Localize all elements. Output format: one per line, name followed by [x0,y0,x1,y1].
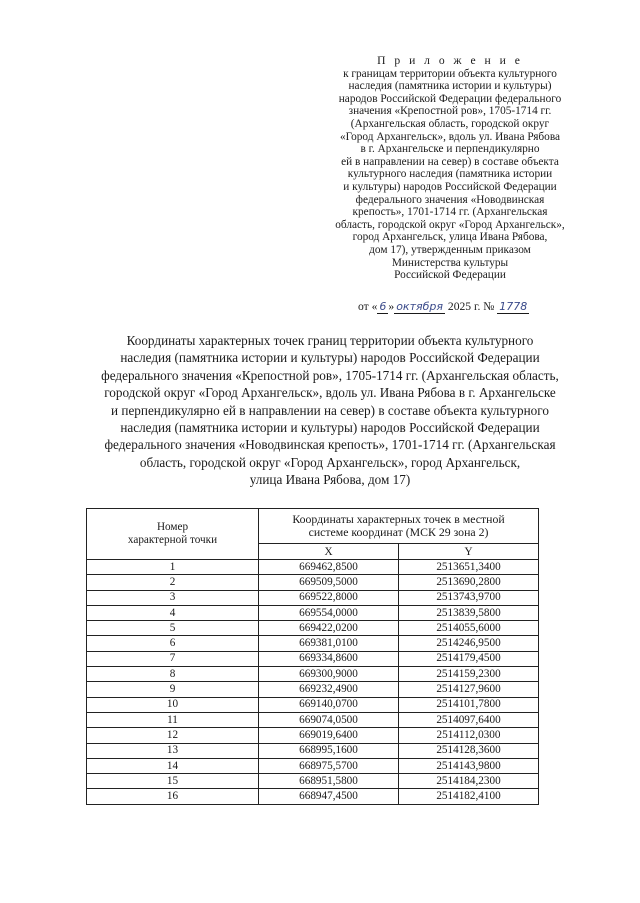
x-coordinate-cell: 668951,5800 [259,774,399,789]
order-reference [358,300,529,314]
heading-line: наследия (памятника истории и культуры) народов Российской Федерации [120,420,540,436]
point-number-cell: 4 [87,605,259,620]
table-row [87,712,539,727]
appendix-line: и культуры) народов Российской Федерации [343,180,557,193]
appendix-line: народов Российской Федерации федерального [338,92,562,105]
table-row [87,590,539,605]
x-coordinate-cell: 669381,0100 [259,636,399,651]
appendix-line: ей в направлении на север) в составе объекта [341,155,559,168]
order-prefix: от « [358,300,378,313]
point-number-cell: 9 [87,682,259,697]
y-coordinate-cell: 2514184,2300 [399,774,539,789]
table-row [87,682,539,697]
y-coordinate-cell: 2513651,3400 [399,560,539,575]
y-coordinate-cell: 2514055,6000 [399,621,539,636]
header-point-line1: Номер [156,521,189,533]
point-number-cell: 13 [87,743,259,758]
heading-line: улица Ивана Рябова, дом 17) [249,472,411,488]
point-number-cell: 14 [87,758,259,773]
point-number-cell: 3 [87,590,259,605]
x-coordinate-cell: 668975,5700 [259,758,399,773]
y-coordinate-cell: 2513839,5800 [399,605,539,620]
appendix-line: в г. Архангельске и перпендикулярно [360,143,540,156]
appendix-line: крепость», 1701-1714 гг. (Архангельская [352,206,548,219]
table-row [87,743,539,758]
x-coordinate-cell: 669462,8500 [259,560,399,575]
table-row [87,758,539,773]
table-row [87,605,539,620]
order-mid: » [388,300,395,313]
appendix-line: (Архангельская область, городской округ [350,117,550,130]
table-row [87,651,539,666]
appendix-line: наследия (памятника истории и культуры) [348,80,552,93]
header-coords-line2: системе координат (МСК 29 зона 2) [308,525,489,539]
x-coordinate-cell: 669019,6400 [259,728,399,743]
table-row [87,636,539,651]
appendix-line: к границам территории объекта культурного [343,67,557,80]
appendix-line: город Архангельск, улица Ивана Рябова, [352,231,548,244]
x-coordinate-cell: 669422,0200 [259,621,399,636]
table-row [87,789,539,804]
table-row [87,575,539,590]
table-body [87,560,539,805]
order-number: 1778 [499,300,528,313]
appendix-title: П р и л о ж е н и е [377,54,523,67]
table-row [87,728,539,743]
heading-line: городской округ «Город Архангельск», вдоль ул. Ивана Рябова в г. Архангельске [104,385,556,401]
y-coordinate-cell: 2514112,0300 [399,728,539,743]
header-coordinates [259,509,539,544]
point-number-cell: 7 [87,651,259,666]
header-point-line2: характерной точки [127,534,218,546]
y-coordinate-cell: 2514101,7800 [399,697,539,712]
x-coordinate-cell: 668995,1600 [259,743,399,758]
table-row [87,667,539,682]
point-number-cell: 1 [87,560,259,575]
x-coordinate-cell: 669140,0700 [259,697,399,712]
appendix-line: дом 17), утвержденным приказом [369,243,531,256]
point-number-cell: 8 [87,667,259,682]
x-coordinate-cell: 668947,4500 [259,789,399,804]
x-coordinate-cell: 669334,8600 [259,651,399,666]
appendix-line: федерального значения «Новодвинская [355,193,545,206]
heading-line: федерального значения «Новодвинская крепость», 1701-1714 гг. (Архангельская [104,437,556,453]
coordinates-table [86,508,539,805]
y-coordinate-cell: 2514182,4100 [399,789,539,804]
appendix-block [300,55,600,282]
y-coordinate-cell: 2514246,9500 [399,636,539,651]
y-coordinate-cell: 2514127,9600 [399,682,539,697]
order-month: октября [396,300,443,313]
table-row [87,697,539,712]
x-coordinate-cell: 669554,0000 [259,605,399,620]
appendix-line: «Город Архангельск», вдоль ул. Ивана Рябова [339,130,561,143]
point-number-cell: 5 [87,621,259,636]
y-coordinate-cell: 2514097,6400 [399,712,539,727]
point-number-cell: 12 [87,728,259,743]
table-row [87,621,539,636]
x-coordinate-cell: 669074,0500 [259,712,399,727]
appendix-line: Российской Федерации [394,269,506,282]
point-number-cell: 11 [87,712,259,727]
header-y: Y [399,544,539,560]
heading-line: наследия (памятника истории и культуры) народов Российской Федерации [120,350,540,366]
table-row [87,560,539,575]
order-year: 2025 г. № [447,300,495,313]
document-heading [70,332,590,489]
appendix-line: область, городской округ «Город Архангельск», [335,218,565,231]
header-point-number [87,509,259,560]
x-coordinate-cell: 669232,4900 [259,682,399,697]
point-number-cell: 2 [87,575,259,590]
appendix-line: значения «Крепостной ров», 1705-1714 гг. [348,105,552,118]
point-number-cell: 16 [87,789,259,804]
y-coordinate-cell: 2514128,3600 [399,743,539,758]
appendix-lines [300,68,600,282]
heading-line: и перпендикулярно ей в направлении на север) в составе объекта культурного [111,402,549,418]
y-coordinate-cell: 2513743,9700 [399,590,539,605]
x-coordinate-cell: 669509,5000 [259,575,399,590]
x-coordinate-cell: 669522,8000 [259,590,399,605]
appendix-line: культурного наследия (памятника истории [347,168,553,181]
point-number-cell: 10 [87,697,259,712]
header-coords-line1: Координаты характерных точек в местной [292,512,505,526]
x-coordinate-cell: 669300,9000 [259,667,399,682]
point-number-cell: 6 [87,636,259,651]
y-coordinate-cell: 2514143,9800 [399,758,539,773]
order-day: 6 [379,300,387,313]
point-number-cell: 15 [87,774,259,789]
header-x: X [259,544,399,560]
heading-line: область, городской округ «Город Архангельск», город Архангельск, [139,454,521,470]
heading-line: Координаты характерных точек границ территории объекта культурного [126,333,534,348]
y-coordinate-cell: 2513690,2800 [399,575,539,590]
appendix-line: Министерства культуры [391,256,509,269]
y-coordinate-cell: 2514179,4500 [399,651,539,666]
heading-line: федерального значения «Крепостной ров», 1705-1714 гг. (Архангельская область, [101,367,559,383]
y-coordinate-cell: 2514159,2300 [399,667,539,682]
table-row [87,774,539,789]
